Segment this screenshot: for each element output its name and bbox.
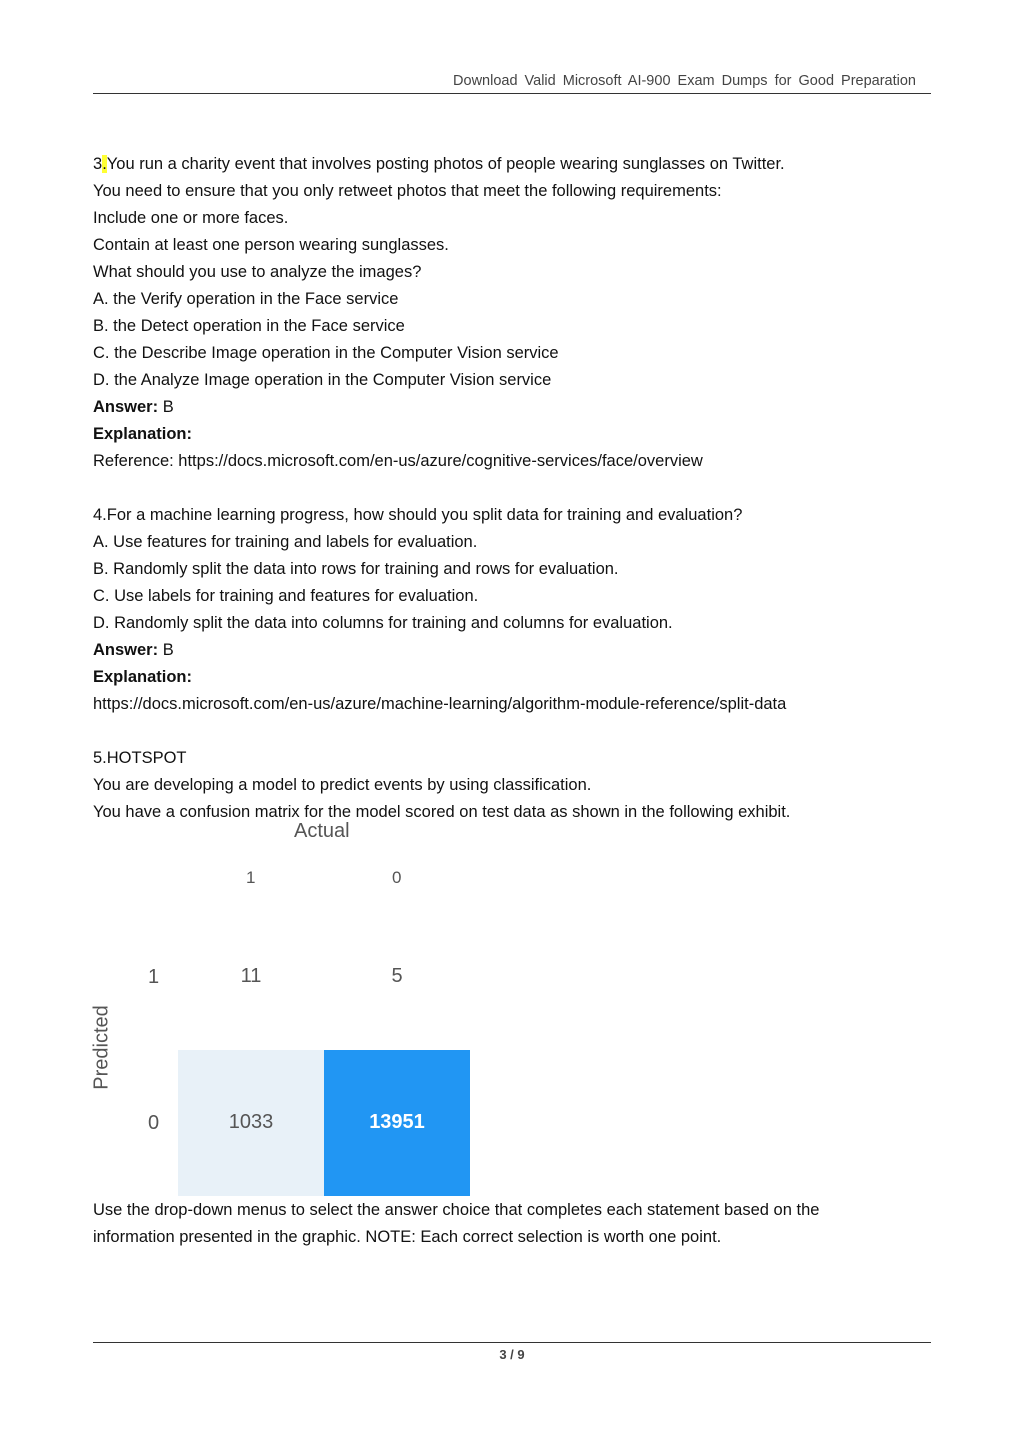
q3-number: 3 [93, 155, 103, 173]
q3-line: You need to ensure that you only retweet photos that meet the following requirements: [93, 182, 722, 200]
footer-divider [93, 1342, 931, 1343]
x-tick-label: 1 [246, 868, 256, 887]
q3-option-d: D. the Analyze Image operation in the Computer Vision service [93, 371, 552, 389]
confusion-matrix [80, 816, 500, 1200]
x-tick-label: 0 [392, 868, 402, 887]
q4-option-c: C. Use labels for training and features for evaluation. [93, 587, 479, 605]
q3-stem [93, 151, 933, 178]
q3-reference-link: Reference: https://docs.microsoft.com/en-us/azure/cognitive-services/face/overview [93, 452, 703, 470]
q3-answer [93, 394, 933, 421]
q4-option-a: A. Use features for training and labels for evaluation. [93, 533, 478, 551]
document-body [93, 151, 933, 826]
x-axis-label: Actual [294, 820, 350, 842]
q4-reference-link: https://docs.microsoft.com/en-us/azure/machine-learning/algorithm-module-reference/split-data [93, 695, 787, 713]
q5-instruction-line: Use the drop-down menus to select the answer choice that completes each statement based on the [93, 1201, 820, 1219]
q3-highlight-dot: . [102, 155, 107, 173]
q5-instruction-line: information presented in the graphic. NOTE: Each correct selection is worth one point. [93, 1228, 722, 1246]
q3-option-a: A. the Verify operation in the Face service [93, 290, 399, 308]
spacer [93, 718, 933, 745]
y-axis-label: Predicted [90, 1005, 113, 1090]
q4-option-b: B. Randomly split the data into rows for training and rows for evaluation. [93, 560, 619, 578]
q4-stem: 4.For a machine learning progress, how should you split data for training and evaluation? [93, 506, 743, 524]
q4-answer-label: Answer: [93, 641, 159, 659]
y-tick-label: 1 [148, 966, 160, 988]
q3-answer-value: B [158, 398, 174, 416]
q4-option-d: D. Randomly split the data into columns for training and columns for evaluation. [93, 614, 673, 632]
q5-line: You have a confusion matrix for the model scored on test data as shown in the following exhibit. [93, 803, 791, 821]
q4-explanation-label: Explanation: [93, 668, 193, 686]
matrix-cell-value: 13951 [369, 1111, 425, 1133]
page-header-title: Download Valid Microsoft AI-900 Exam Dumps for Good Preparation [453, 73, 916, 89]
q3-answer-label: Answer: [93, 398, 159, 416]
q4-answer-value: B [158, 641, 174, 659]
q4-answer [93, 637, 933, 664]
y-tick-label: 0 [148, 1112, 160, 1134]
q5-instructions [93, 1197, 933, 1251]
header-divider [93, 93, 931, 94]
page-number: 3 / 9 [499, 1347, 525, 1362]
q5-stem: 5.HOTSPOT [93, 749, 187, 767]
matrix-cell-value: 5 [391, 965, 403, 987]
q3-line: Include one or more faces. [93, 209, 289, 227]
q3-line: Contain at least one person wearing sunglasses. [93, 236, 449, 254]
q3-line: What should you use to analyze the images? [93, 263, 422, 281]
q3-option-c: C. the Describe Image operation in the Computer Vision service [93, 344, 559, 362]
q3-option-b: B. the Detect operation in the Face service [93, 317, 405, 335]
q3-explanation-label: Explanation: [93, 425, 193, 443]
matrix-cell-value: 11 [240, 965, 262, 987]
spacer [93, 475, 933, 502]
q3-stem-text: You run a charity event that involves posting photos of people wearing sunglasses on Twitter. [106, 155, 785, 173]
matrix-cell-value: 1033 [228, 1111, 274, 1133]
q5-line: You are developing a model to predict events by using classification. [93, 776, 592, 794]
